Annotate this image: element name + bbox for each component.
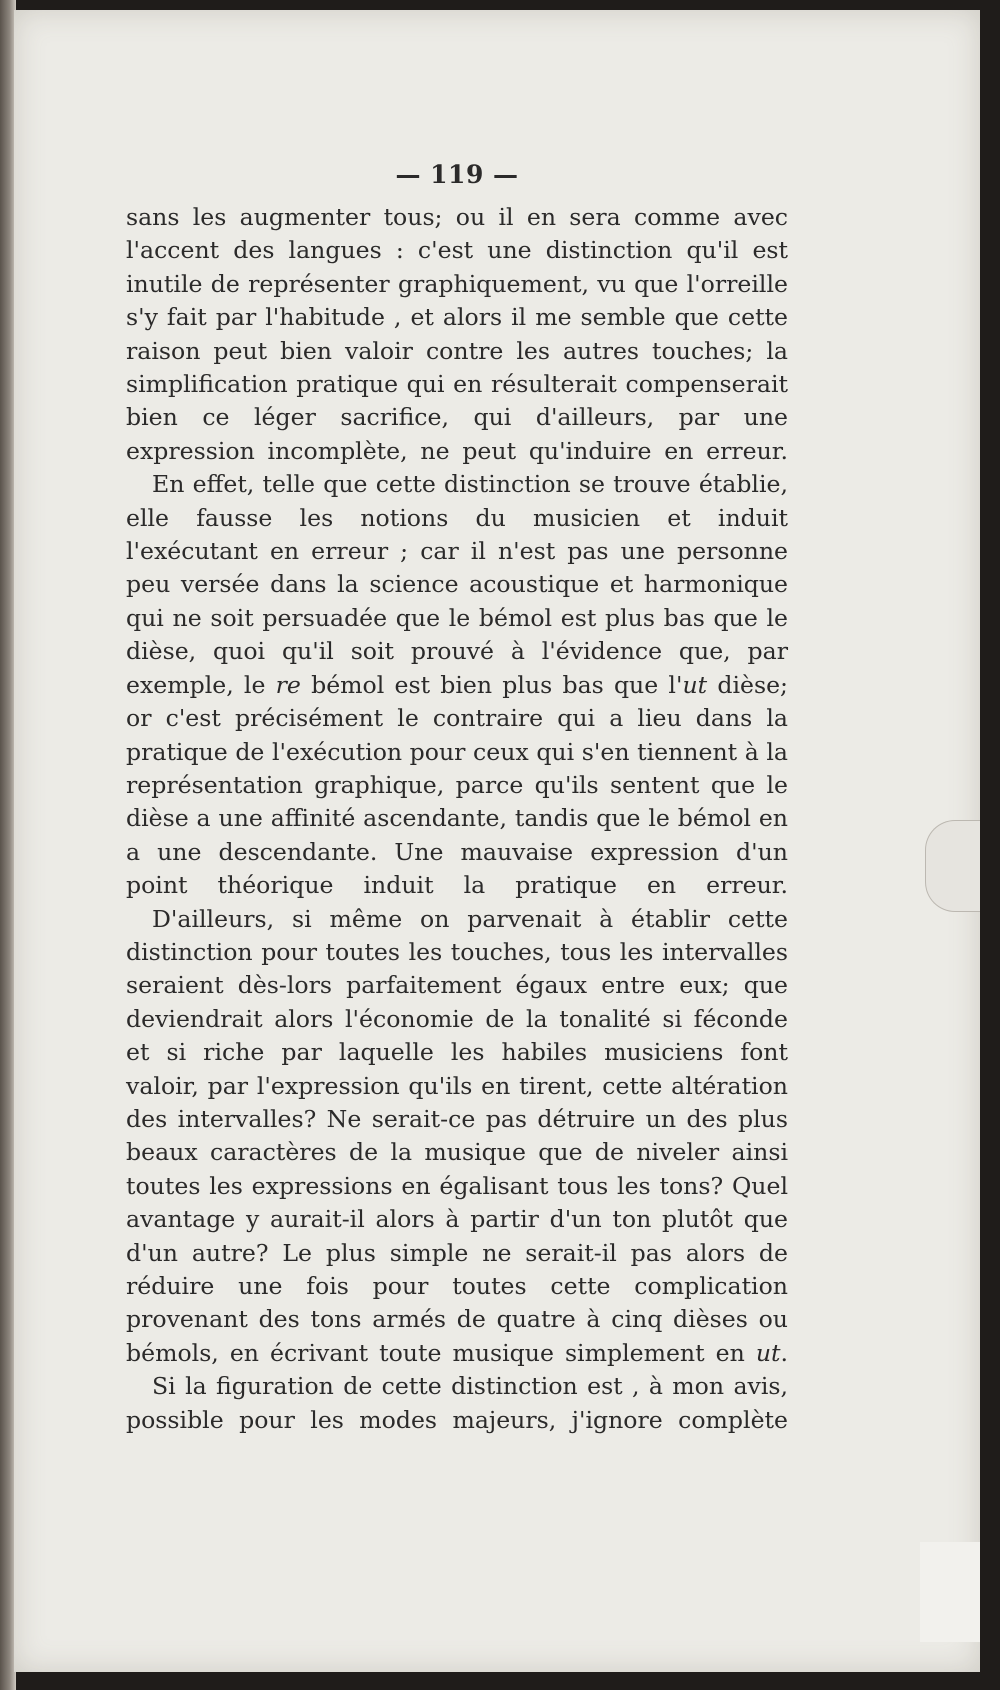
- text-run: En effet, telle que cette distinction se trouve établie, elle fausse les notions du musicien et induit l'exécutant en erreur ; car il n'est pas une personne peu versée dans la science acoustique et harmonique qui ne soit persuadée que le bémol est plus bas que le dièse, quoi qu'il soit prouvé à l'évidence que, par exemple, le: [126, 470, 788, 699]
- italic-note-name: ut: [755, 1338, 781, 1367]
- page-corner-mark: [920, 1542, 980, 1642]
- italic-note-name: ut: [682, 670, 708, 699]
- text-run: sans les augmenter tous; ou il en sera comme avec l'accent des langues : c'est une distinction qu'il est inutile de représenter graphiquement, vu que l'orreille s'y fait par l'habitude , et alors il me semble que cette raison peut bien valoir contre les autres touches; la simplification pratique qui en résulterait compenserait bien ce léger sacrifice, qui d'ailleurs, par une expression incomplète, ne peut qu'induire en erreur.: [126, 203, 788, 465]
- text-run: .: [780, 1338, 788, 1367]
- text-run: Si la figuration de cette distinction est , à mon avis, possible pour les modes majeurs, j'ignore complète: [126, 1372, 788, 1434]
- page-text-block: [126, 160, 788, 1437]
- page-number: — 119 —: [395, 160, 519, 189]
- text-run: dièse; or c'est précisément le contraire qui a lieu dans la pratique de l'exécution pour ceux qui s'en tiennent à la représentation graphique, parce qu'ils sentent que le dièse a une affinité ascendante, tandis que le bémol en a une descendante. Une mauvaise expression d'un point théorique induit la pratique en erreur.: [126, 670, 788, 900]
- paragraph-3: [126, 903, 788, 1371]
- page-tab-mark: [925, 820, 980, 912]
- paragraph-1: [126, 201, 788, 468]
- italic-note-name: re: [275, 670, 301, 699]
- paragraph-4: [126, 1370, 788, 1437]
- text-run: D'ailleurs, si même on parvenait à établir cette distinction pour toutes les touches, tous les intervalles seraient dès-lors parfaitement égaux entre eux; que deviendrait alors l'économie de la tonalité si féconde et si riche par laquelle les habiles musiciens font valoir, par l'expression qu'ils en tirent, cette altération des intervalles? Ne serait-ce pas détruire un des plus beaux caractères de la musique que de niveler ainsi toutes les expressions en égalisant tous les tons? Quel avantage y aurait-il alors à partir d'un ton plutôt que d'un autre? Le plus simple ne serait-il pas alors de réduire une fois pour toutes cette complication provenant des tons armés de quatre à cinq dièses ou bémols, en écrivant toute musique simplement en: [126, 904, 788, 1367]
- text-run: bémol est bien plus bas que l': [300, 670, 683, 699]
- paragraph-2: [126, 468, 788, 902]
